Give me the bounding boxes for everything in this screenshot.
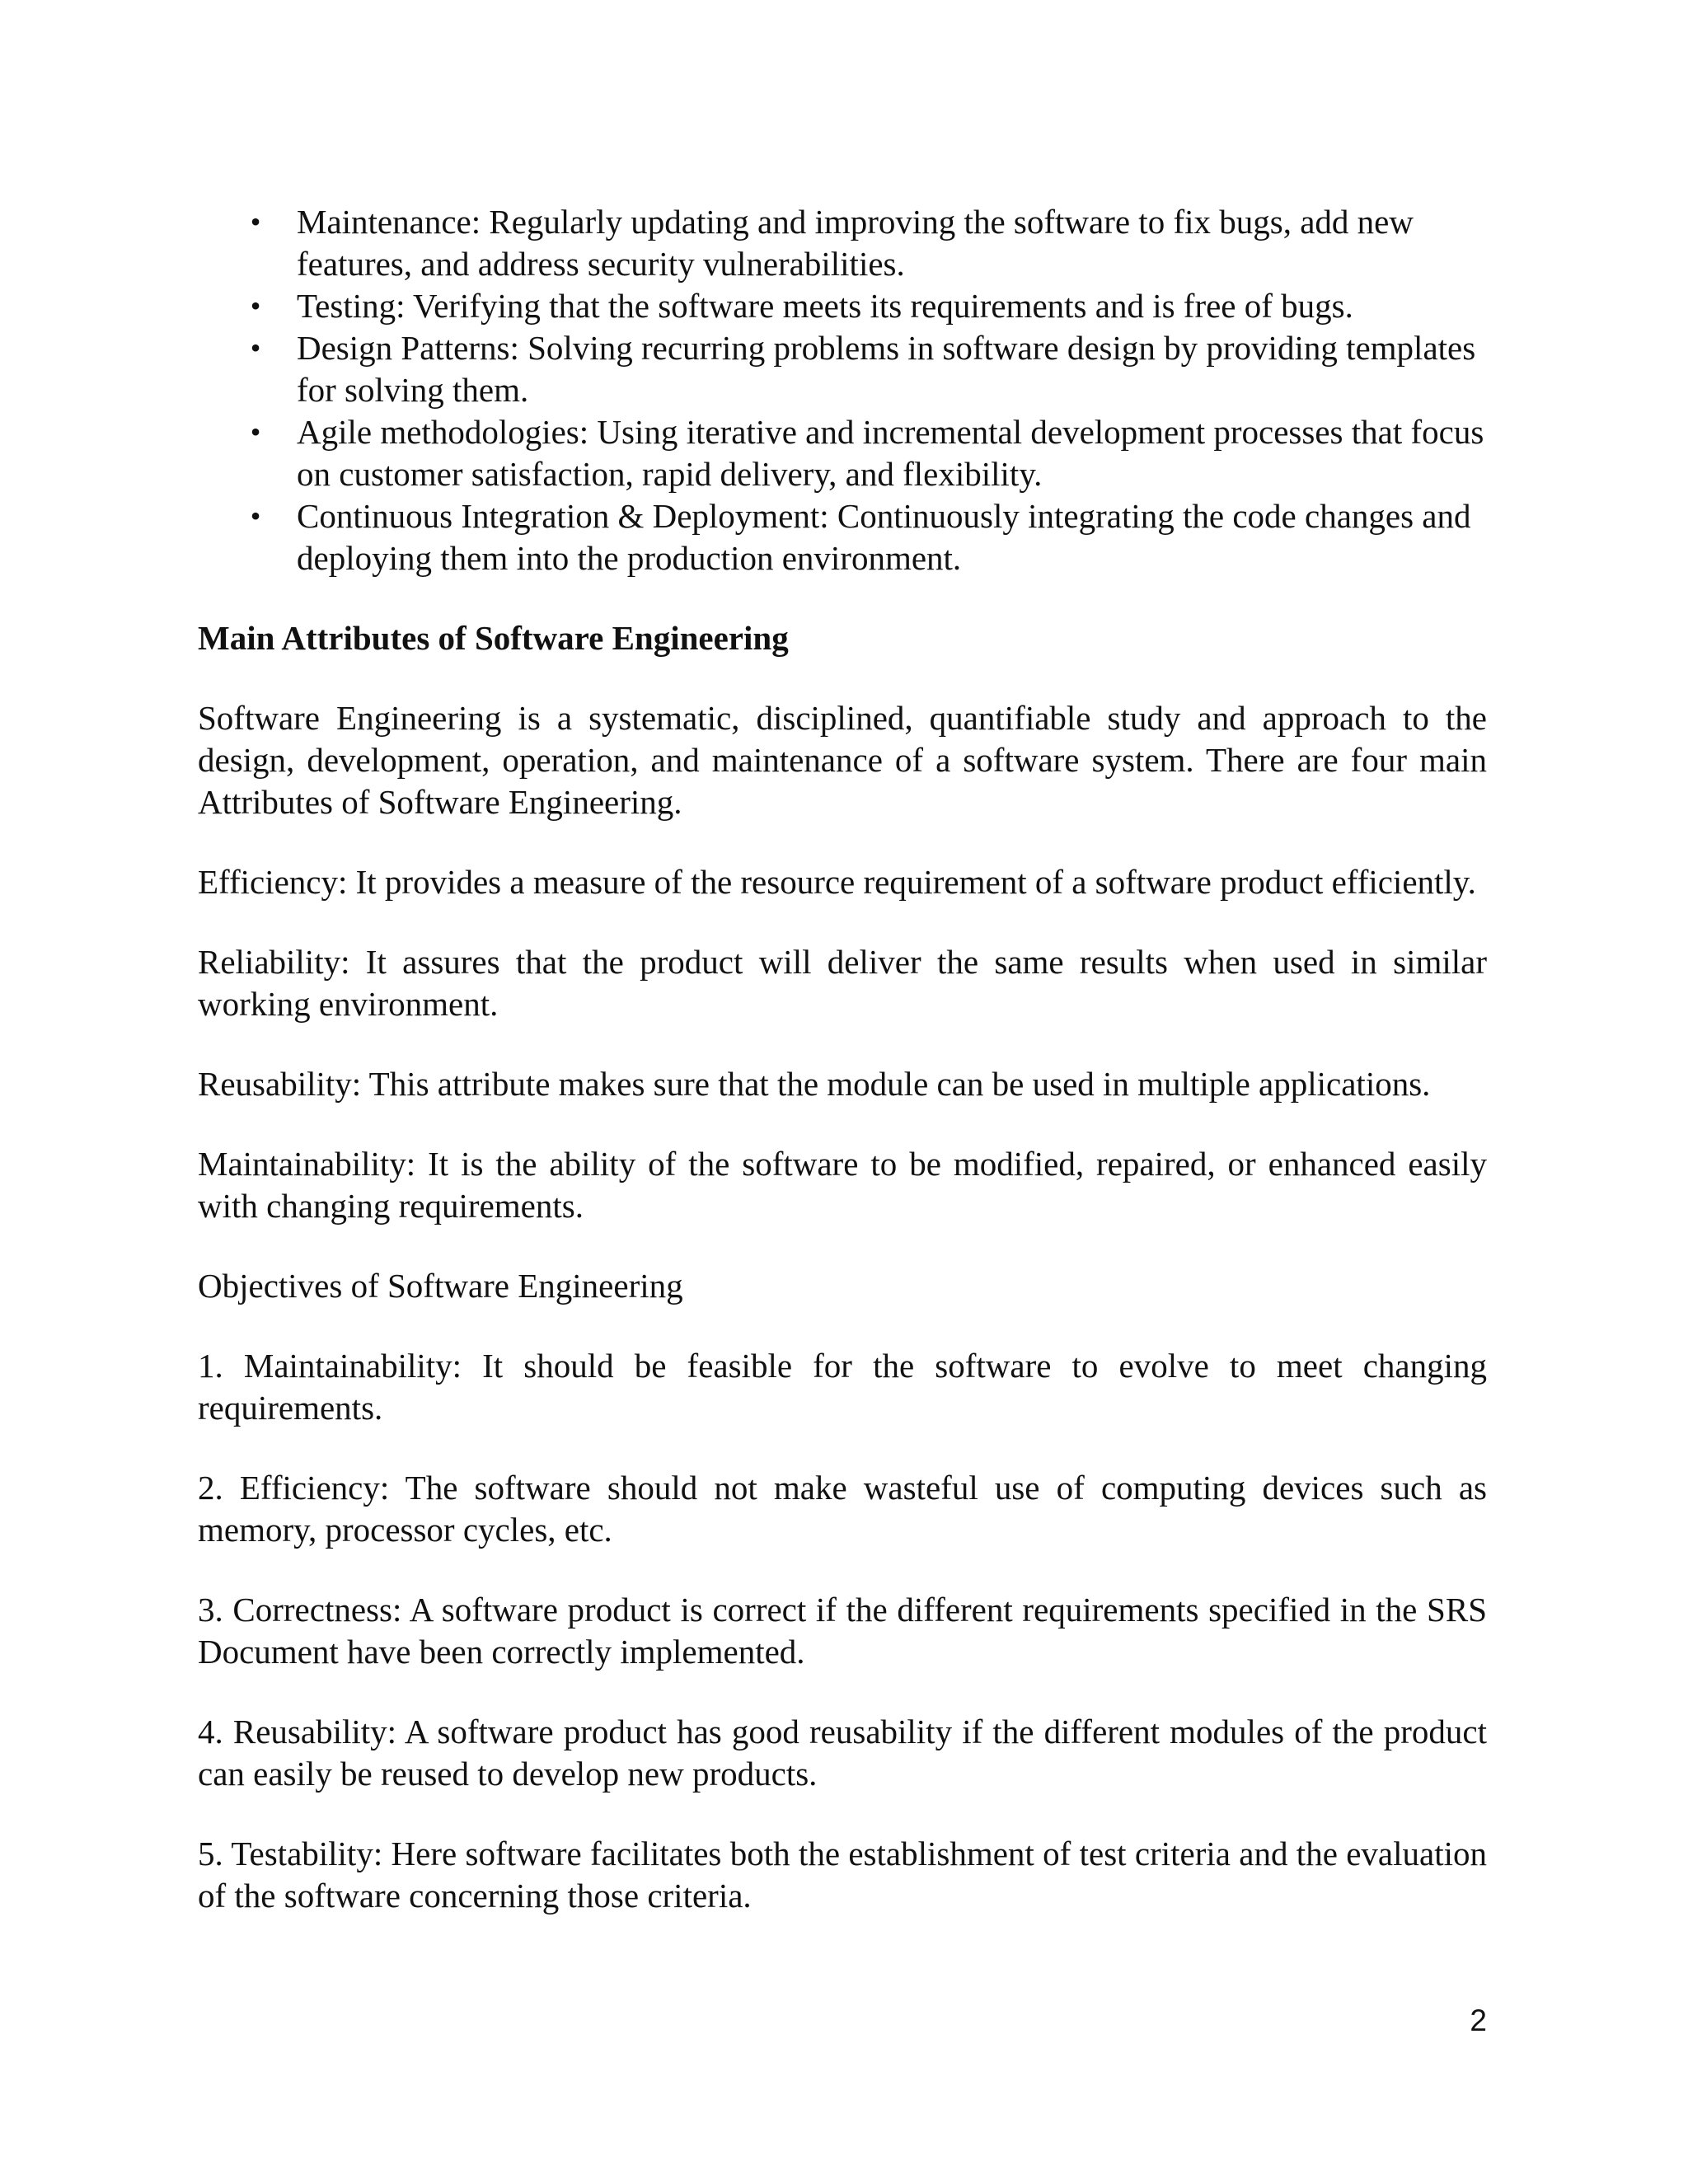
- attributes-intro-paragraph: Software Engineering is a systematic, disciplined, quantifiable study and approach to the design, development, operation, and maintenance of a software system. There are four main Attributes of Software Engineering.: [198, 699, 1487, 821]
- bullet-text: Continuous Integration & Deployment: Continuously integrating the code changes and deploying them into the production environment.: [297, 497, 1471, 577]
- bullet-item-agile: [198, 411, 1487, 495]
- objectives-heading: Objectives of Software Engineering: [198, 1267, 683, 1305]
- page-number: 2: [1470, 2004, 1487, 2037]
- attribute-efficiency: Efficiency: It provides a measure of the resource requirement of a software product efficiently.: [198, 863, 1476, 901]
- bullet-icon: •: [250, 205, 261, 238]
- bullet-text: Design Patterns: Solving recurring problems in software design by providing templates for solving them.: [297, 329, 1476, 409]
- bullet-text: Testing: Verifying that the software meets its requirements and is free of bugs.: [297, 287, 1353, 325]
- bullet-icon: •: [250, 499, 261, 532]
- attribute-reusability: Reusability: This attribute makes sure that the module can be used in multiple applications.: [198, 1065, 1431, 1103]
- objective-correctness: 3. Correctness: A software product is correct if the different requirements specified in the SRS Document have been correctly implemented.: [198, 1591, 1487, 1671]
- bullet-item-testing: [198, 285, 1487, 327]
- objective-maintainability: 1. Maintainability: It should be feasible for the software to evolve to meet changing requirements.: [198, 1347, 1487, 1427]
- page-content: [198, 201, 1487, 1917]
- attribute-reliability: Reliability: It assures that the product will deliver the same results when used in similar working environment.: [198, 943, 1487, 1023]
- practices-bullet-list: [198, 201, 1487, 579]
- bullet-item-design-patterns: [198, 327, 1487, 411]
- attribute-maintainability: Maintainability: It is the ability of the software to be modified, repaired, or enhanced easily with changing requirements.: [198, 1145, 1487, 1225]
- attributes-heading: Main Attributes of Software Engineering: [198, 619, 789, 657]
- objective-reusability: 4. Reusability: A software product has good reusability if the different modules of the product can easily be reused to develop new products.: [198, 1713, 1487, 1793]
- bullet-icon: •: [250, 415, 261, 448]
- bullet-item-maintenance: [198, 201, 1487, 285]
- bullet-icon: •: [250, 289, 261, 322]
- bullet-text: Maintenance: Regularly updating and improving the software to fix bugs, add new features, and address security vulnerabilities.: [297, 203, 1414, 283]
- objective-testability: 5. Testability: Here software facilitates both the establishment of test criteria and the evaluation of the software concerning those criteria.: [198, 1835, 1487, 1915]
- objective-efficiency: 2. Efficiency: The software should not make wasteful use of computing devices such as memory, processor cycles, etc.: [198, 1469, 1487, 1549]
- bullet-item-ci-cd: [198, 495, 1487, 579]
- bullet-icon: •: [250, 331, 261, 364]
- bullet-text: Agile methodologies: Using iterative and incremental development processes that focus on customer satisfaction, rapid delivery, and flexibility.: [297, 413, 1484, 493]
